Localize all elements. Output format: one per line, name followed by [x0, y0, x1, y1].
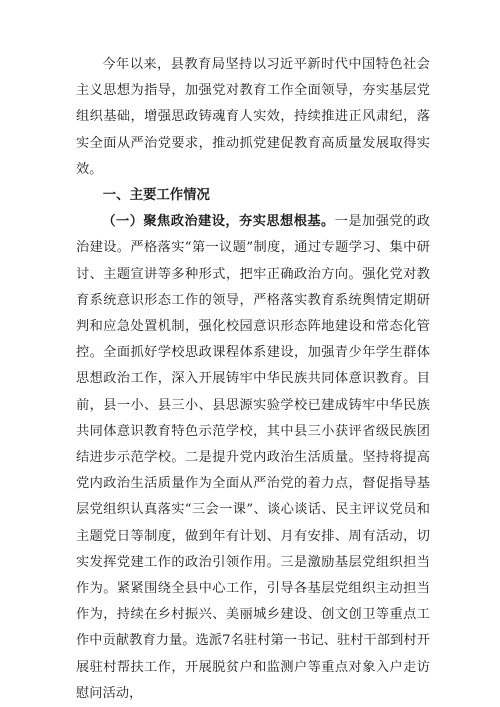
intro-paragraph: 今年以来，县教育局坚持以习近平新时代中国特色社会主义思想为指导，加强党对教育工作全面领导，夯实基层党组织基础，增强思政铸魂育人实效，持续推进正风肃纪，落实全面从严治党要求，推动抓党建促教育高质量发展取得实效。 — [76, 57, 430, 177]
sub-heading: （一）聚焦政治建设，夯实思想根基。 — [102, 214, 335, 230]
body-text: 一是加强党的政治建设。严格落实“第一议题”制度，通过专题学习、集中研讨、主题宣讲等多种形式，把牢正确政治方向。强化党对教育系统意识形态工作的领导，严格落实教育系统舆情定期研判和应急处置机制，强化校园意识形态阵地建设和常态化管控。全面抓好学校思政课程体系建设，加强青少年学生群体思想政治工作，深入开展铸牢中华民族共同体意识教育。目前，县一小、县三小、县思源实验学校已建成铸牢中华民族共同体意识教育特色示范学校，其中县三小获评省级民族团结进步示范学校。二是提升党内政治生活质量。坚持将提高党内政治生活质量作为全面从严治党的着力点，督促指导基层党组织认真落实“三会一课”、谈心谈话、民主评议党员和主题党日等制度，做到年有计划、月有安排、周有活动，切实发挥党建工作的政治引领作用。三是激励基层党组织担当作为。紧紧围绕全县中心工作，引导各基层党组织主动担当作为，持续在乡村振兴、美丽城乡建设、创文创卫等重点工作中贡献教育力量。选派7名驻村第一书记、驻村干部到村开展驻村帮扶工作，开展脱贫户和监测户等重点对象入户走访慰问活动， — [76, 214, 431, 701]
document-page — [76, 52, 430, 707]
section-heading: 一、主要工作情况 — [102, 188, 210, 204]
body-paragraph — [76, 209, 430, 707]
